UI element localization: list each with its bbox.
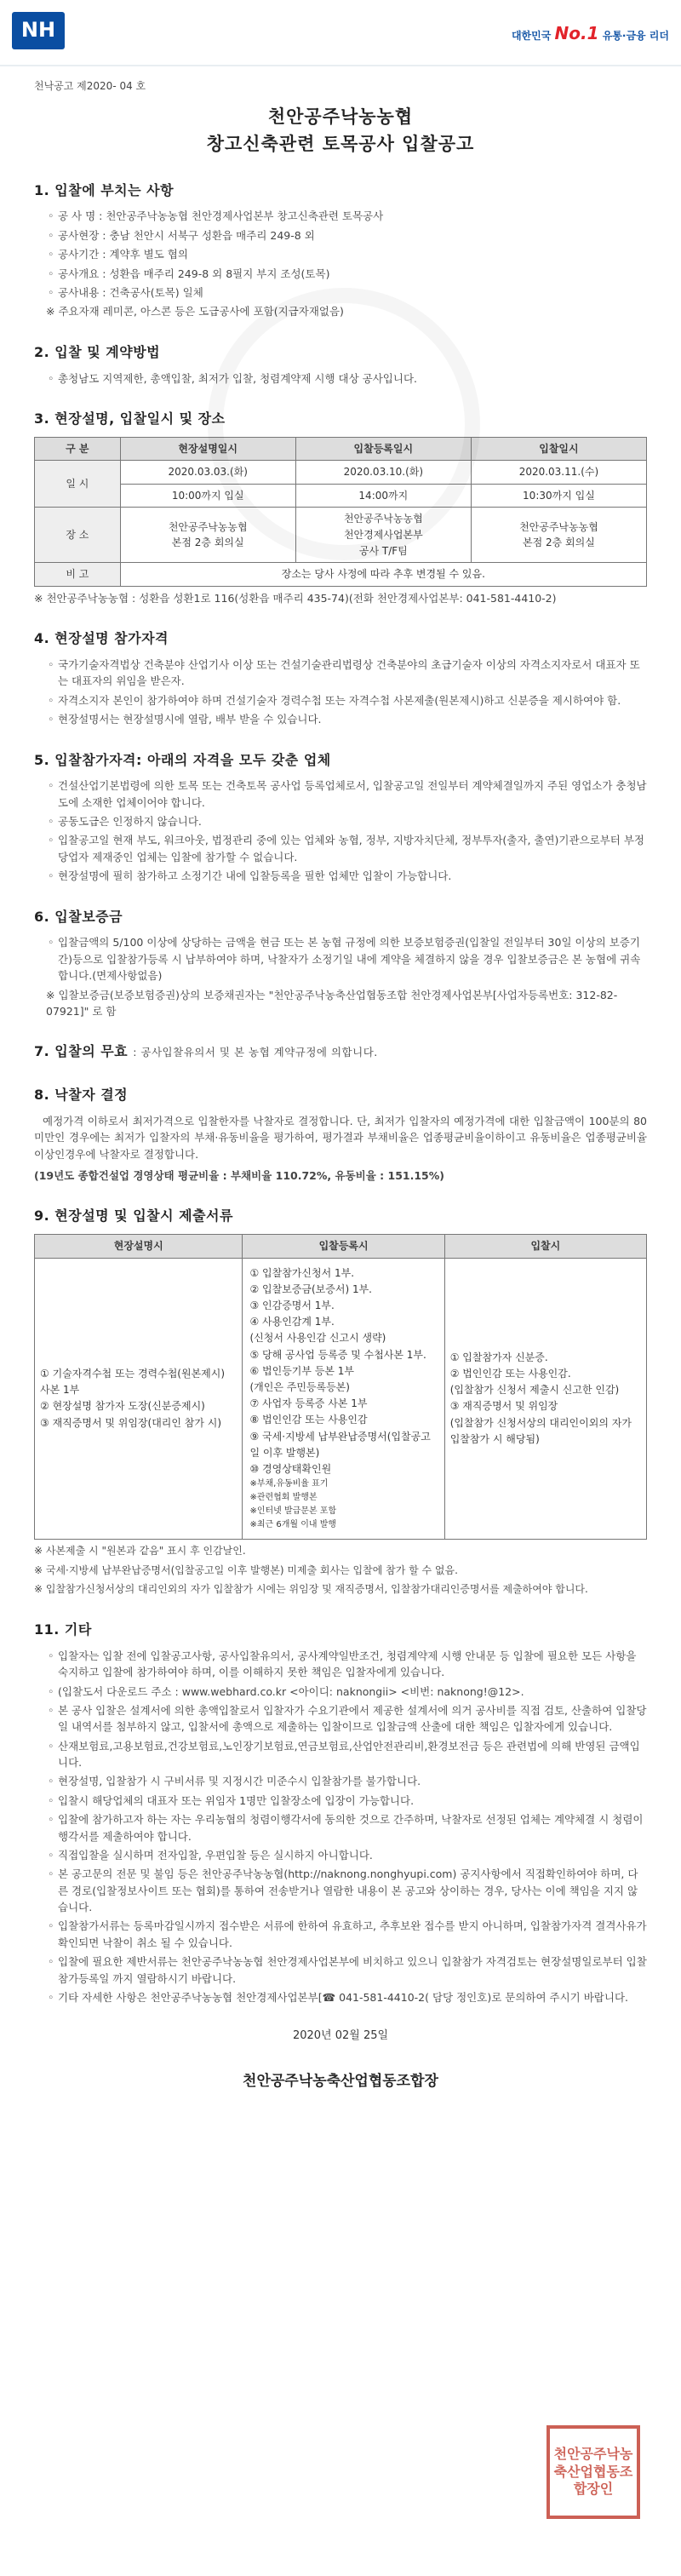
- section-7: [34, 1041, 647, 1063]
- table-cell: 2020.03.10.(화): [295, 461, 471, 485]
- brand-prefix: 대한민국: [511, 30, 552, 42]
- list-item: ※인터넷 발급문본 포함: [249, 1506, 337, 1517]
- list-item: ※부채,유동비율 표기: [249, 1479, 329, 1489]
- list-item: ※최근 6개월 이내 발행: [249, 1520, 337, 1530]
- section-6: [34, 907, 647, 1020]
- brand-slogan: [512, 20, 669, 47]
- list-item: ◦ (입찰도서 다운로드 주소 : www.webhard.co.kr <아이디: naknongii> <비번: naknong!@12>.: [46, 1684, 647, 1700]
- note: ※ 천안공주낙농농협 : 성환읍 성환1로 116(성환읍 매주리 435-74)(전화 천안경제사업본부: 041-581-4410-2): [34, 591, 557, 605]
- section-11: [34, 1620, 647, 2005]
- section-5: [34, 750, 647, 885]
- list-item: ⑨ 국세·지방세 납부완납증명서(입찰공고일 이후 발행본): [249, 1430, 431, 1459]
- list-item: ◦ 공사기간 : 계약후 별도 협의: [46, 246, 647, 262]
- award-text: 예정가격 이하로서 최저가격으로 입찰한자를 낙찰자로 결정합니다. 단, 최저가 입찰자의 예정가격에 대한 입찰금액이 100분의 80 미만인 경우에는 최저가 입찰자의 부채·유동비율을 평가하여, 평가결과 부채비율은 업종평균비율이하이고 유동비율은 업종평균비율 이상인경우에 낙찰자로 결정합니다.: [34, 1114, 647, 1161]
- list-item: ◦ 현장설명서는 현장설명시에 열람, 배부 받을 수 있습니다.: [46, 711, 647, 727]
- section-5-title: 5. 입찰참가자격: 아래의 자격을 모두 갖춘 업체: [34, 751, 331, 768]
- table-cell: 2020.03.11.(수): [471, 461, 646, 485]
- table-header: 구 분: [35, 437, 121, 461]
- list-item: ◦ 입찰에 참가하고자 하는 자는 우리농협의 청렴이행각서에 동의한 것으로 간주하며, 낙찰자로 선정된 업체는 계약체결 시 청렴이행각서를 제출하여야 합니다.: [46, 1811, 647, 1845]
- documents-table: [34, 1234, 647, 1540]
- list-item: ◦ 국가기술자격법상 건축분야 산업기사 이상 또는 건설기술관리법령상 건축분야의 초급기술자 이상의 자격소지자로서 대표자 또는 대표자의 위임을 받은자.: [46, 657, 647, 690]
- section-7-heading: 7. 입찰의 무효: [34, 1043, 129, 1060]
- list-item: ◦ 입찰자는 입찰 전에 입찰공고사항, 공사입찰유의서, 공사계약일반조건, 청렴계약제 시행 안내문 등 입찰에 필요한 모든 사항을 숙지하고 입찰에 참가하여야 하며, 이를 이해하지 못한 책임은 입찰자에게 있습니다.: [46, 1648, 647, 1681]
- section-4: [34, 628, 647, 727]
- list-item: (신청서 사용인감 신고시 생략): [249, 1332, 386, 1345]
- section-8: [34, 1085, 647, 1184]
- list-item: ② 입찰보증금(보증서) 1부.: [249, 1282, 372, 1295]
- list-item: ◦ 공사내용 : 건축공사(토목) 일체: [46, 284, 647, 301]
- list-item: ◦ 직접입찰을 실시하며 전자입찰, 우편입찰 등은 실시하지 아니합니다.: [46, 1847, 647, 1863]
- table-header: 입찰시: [444, 1235, 646, 1259]
- note: ※ 입찰참가신청서상의 대리인외의 자가 입찰참가 시에는 위임장 및 재직증명서, 입찰참가대리인증명서를 제출하여야 합니다.: [34, 1583, 588, 1596]
- table-header: 현장설명시: [35, 1235, 243, 1259]
- official-seal: [547, 2425, 640, 2519]
- list-item: ① 입찰참가신청서 1부.: [249, 1266, 355, 1279]
- list-item: ⑩ 경영상태확인원: [249, 1462, 332, 1475]
- section-7-text: : 공사입찰유의서 및 본 농협 계약규정에 의합니다.: [133, 1046, 378, 1059]
- section-3-title: 3. 현장설명, 입찰일시 및 장소: [34, 410, 226, 427]
- table-header: 현장설명일시: [120, 437, 295, 461]
- list-item: (입찰참가 신청서 제출시 신고한 인감): [449, 1384, 620, 1397]
- table-cell: 천안공주낙농농협 본점 2층 회의실: [120, 508, 295, 563]
- signer: 천안공주낙농축산업협동조합장: [243, 2073, 438, 2091]
- ratio-stat: (19년도 종합건설업 경영상태 평균비율 : 부채비율 110.72%, 유동비율 : 151.15%): [34, 1168, 444, 1182]
- section-4-title: 4. 현장설명 참가자격: [34, 630, 169, 647]
- list-item: ◦ 입찰공고일 현재 부도, 워크아웃, 법정관리 중에 있는 업체와 농협, 정부, 지방자치단체, 정부투자(출자, 출연)기관으로부터 부정당업자 제재중인 업체는 입찰에 참가할 수 없습니다.: [46, 832, 647, 865]
- table-cell: 10:30까지 입실: [471, 484, 646, 508]
- list-item: ◦ 입찰금액의 5/100 이상에 상당하는 금액을 현금 또는 본 농협 규정에 의한 보증보험증권(입찰일 전일부터 30일 이상의 보증기간)등으로 입찰참가등록 시 납부하여야 하며, 낙찰자가 소정기일 내에 계약을 체결하지 않을 경우 입찰보증금은 본 농협에 귀속합니다.(면제사항없음): [46, 934, 647, 984]
- note: ※ 사본제출 시 "원본과 같음" 표시 후 인감날인.: [34, 1545, 246, 1558]
- note: ※ 입찰보증금(보증보험증권)상의 보증채권자는 "천안공주낙농축산업협동조합 천안경제사업본부[사업자등록번호: 312-82-07921]" 로 함: [46, 988, 618, 1018]
- table-cell: [444, 1258, 646, 1539]
- list-item: ◦ 공사현장 : 충남 천안시 서북구 성환읍 매주리 249-8 외: [46, 227, 647, 244]
- title-subject: 창고신축관련 토목공사 입찰공고: [206, 134, 475, 155]
- list-item: ① 입찰참가자 신분증.: [449, 1351, 548, 1363]
- list-item: ◦ 본 공고문의 전문 및 불임 등은 천안공주낙농농협(http://naknong.nonghyupi.com) 공지사항에서 직접확인하여야 하며, 다른 경로(입찰정보사이트 또는 협회)를 통하여 전송받거나 열람한 내용이 본 공고와 상이하는 경우, 당사는 이에 책임을 지지 않습니다.: [46, 1866, 647, 1915]
- section-9-title: 9. 현장설명 및 입찰시 제출서류: [34, 1208, 233, 1225]
- list-item: ◦ 공동도급은 인정하지 않습니다.: [46, 813, 647, 829]
- nh-logo: [12, 12, 65, 49]
- table-cell: [243, 1258, 444, 1539]
- list-item: ◦ 본 공사 입찰은 설계서에 의한 총액입찰로서 입찰자가 수요기관에서 제공한 설계서에 의거 공사비를 직접 검토, 산출하여 입찰당일 내역서를 첨부하지 않고, 입찰서에 총액으로 제출하는 입찰이므로 입찰금액 산출에 대한 책임은 입찰자에게 있습니다.: [46, 1702, 647, 1736]
- section-8-title: 8. 낙찰자 결정: [34, 1087, 129, 1104]
- section-7-title: [34, 1041, 647, 1063]
- list-item: ◦ 산재보험료,고용보험료,건강보험료,노인장기보험료,연금보험료,산업안전관리비,환경보전금 등은 관련법에 의해 반영된 금액입니다.: [46, 1738, 647, 1771]
- section-1: [34, 181, 647, 320]
- list-item: ③ 재직증명서 및 위임장: [449, 1400, 558, 1413]
- list-item: ③ 재직증명서 및 위임장(대리인 참가 시): [40, 1416, 222, 1429]
- seal-text: 천안공주낙농축산업협동조합장인: [553, 2445, 633, 2498]
- section-2-title: 2. 입찰 및 계약방법: [34, 343, 161, 360]
- list-item: ⑧ 법인인감 또는 사용인감: [249, 1414, 368, 1426]
- list-item: ⑦ 사업자 등록증 사본 1부: [249, 1397, 368, 1410]
- table-cell: 2020.03.03.(화): [120, 461, 295, 485]
- table-cell: 10:00까지 입실: [120, 484, 295, 508]
- list-item: ◦ 현장설명에 필히 참가하고 소정기간 내에 입찰등록을 필한 업체만 입찰이 가능합니다.: [46, 868, 647, 884]
- table-cell: 14:00까지: [295, 484, 471, 508]
- top-banner: [0, 0, 681, 66]
- section-11-title: 11. 기타: [34, 1621, 92, 1638]
- list-item: ※관련협회 발행본: [249, 1493, 318, 1503]
- section-1-title: 1. 입찰에 부치는 사항: [34, 181, 175, 198]
- list-item: ④ 사용인감계 1부.: [249, 1316, 335, 1328]
- table-cell: 천안공주낙농농협 본점 2층 회의실: [471, 508, 646, 563]
- list-item: ◦ 기타 자세한 사항은 천안공주낙농농협 천안경제사업본부[☎ 041-581-4410-2( 담당 정인호)로 문의하여 주시기 바랍니다.: [46, 1989, 647, 2005]
- list-item: ◦ 입찰참가서류는 등록마감일시까지 접수받은 서류에 한하여 유효하고, 추후보완 접수를 받지 아니하며, 입찰참가자격 결격사유가 확인되면 낙찰이 취소 될 수 있습니다.: [46, 1918, 647, 1951]
- list-item: ◦ 공사개요 : 성환읍 매주리 249-8 외 8필지 부지 조성(토목): [46, 266, 647, 282]
- list-item: ◦ 공 사 명 : 천안공주낙농농협 천안경제사업본부 창고신축관련 토목공사: [46, 208, 647, 224]
- list-item: ◦ 자격소지자 본인이 참가하여야 하며 건설기술자 경력수첩 또는 자격수첩 사본제출(원본제시)하고 신분증을 제시하여야 함.: [46, 692, 647, 709]
- table-cell: 일 시: [35, 461, 121, 508]
- list-item: ⑤ 당해 공사업 등록증 및 수첩사본 1부.: [249, 1348, 426, 1361]
- section-6-title: 6. 입찰보증금: [34, 908, 123, 925]
- list-item: ◦ 입찰에 필요한 제반서류는 천안공주낙농농협 천안경제사업본부에 비치하고 있으니 입찰참가 자격검토는 현장설명일로부터 입찰참가등록일 까지 열람하시기 바랍니다.: [46, 1954, 647, 1987]
- logo-text: NH: [20, 18, 56, 43]
- list-item: ◦ 총청남도 지역제한, 총액입찰, 최저가 입찰, 청렴계약제 시행 대상 공사입니다.: [46, 370, 647, 387]
- table-cell: 장소는 당사 사정에 따라 추후 변경될 수 있음.: [120, 563, 646, 587]
- table-header: 입찰등록일시: [295, 437, 471, 461]
- table-cell: [35, 1258, 243, 1539]
- title-org: 천안공주낙농농협: [267, 106, 414, 127]
- brand-suffix: 유통·금융 리더: [602, 30, 669, 42]
- list-item: (개인은 주민등록등본): [249, 1381, 350, 1394]
- list-item: ◦ 건설산업기본법령에 의한 토목 또는 건축토목 공사업 등록업체로서, 입찰공고일 전일부터 계약체결일까지 주된 영업소가 충청남도에 소재한 업체이어야 합니다.: [46, 777, 647, 811]
- note: ※ 국세·지방세 납부완납증명서(입찰공고일 이후 발행본) 미제출 회사는 입찰에 참가 할 수 없음.: [34, 1563, 458, 1576]
- table-cell: 장 소: [35, 508, 121, 563]
- list-item: (입찰참가 신청서상의 대리인이외의 자가 입찰참가 시 해당됨): [449, 1416, 632, 1445]
- notice-document: [12, 66, 669, 2553]
- list-item: ⑥ 법인등기부 등본 1부: [249, 1364, 355, 1377]
- table-cell: 천안공주낙농농협 천안경제사업본부 공사 T/F팀: [295, 508, 471, 563]
- list-item: ① 기술자격수첩 또는 경력수첩(원본제시) 사본 1부: [40, 1368, 226, 1397]
- section-9: [34, 1206, 647, 1598]
- brand-no1: No.1: [554, 23, 599, 43]
- list-item: ◦ 현장설명, 입찰참가 시 구비서류 및 지정시간 미준수시 입찰참가를 불가합니다.: [46, 1773, 647, 1789]
- notice-number: 천낙공고 제2020- 04 호: [34, 80, 146, 92]
- table-cell: 비 고: [35, 563, 121, 587]
- notice-date: 2020년 02월 25일: [292, 2029, 389, 2043]
- table-header: 입찰일시: [471, 437, 646, 461]
- list-item: ② 법인인감 또는 사용인감.: [449, 1368, 571, 1380]
- list-item: ② 현장설명 참가자 도장(신분증제시): [40, 1400, 205, 1413]
- watermark: [208, 288, 480, 560]
- note: ※ 주요자재 레미콘, 아스콘 등은 도급공사에 포함(지급자재없음): [46, 305, 344, 318]
- list-item: ③ 인감증명서 1부.: [249, 1299, 335, 1312]
- table-header: 입찰등록시: [243, 1235, 444, 1259]
- list-item: ◦ 입찰시 해당업체의 대표자 또는 위임자 1명만 입찰장소에 입장이 가능합니다.: [46, 1793, 647, 1809]
